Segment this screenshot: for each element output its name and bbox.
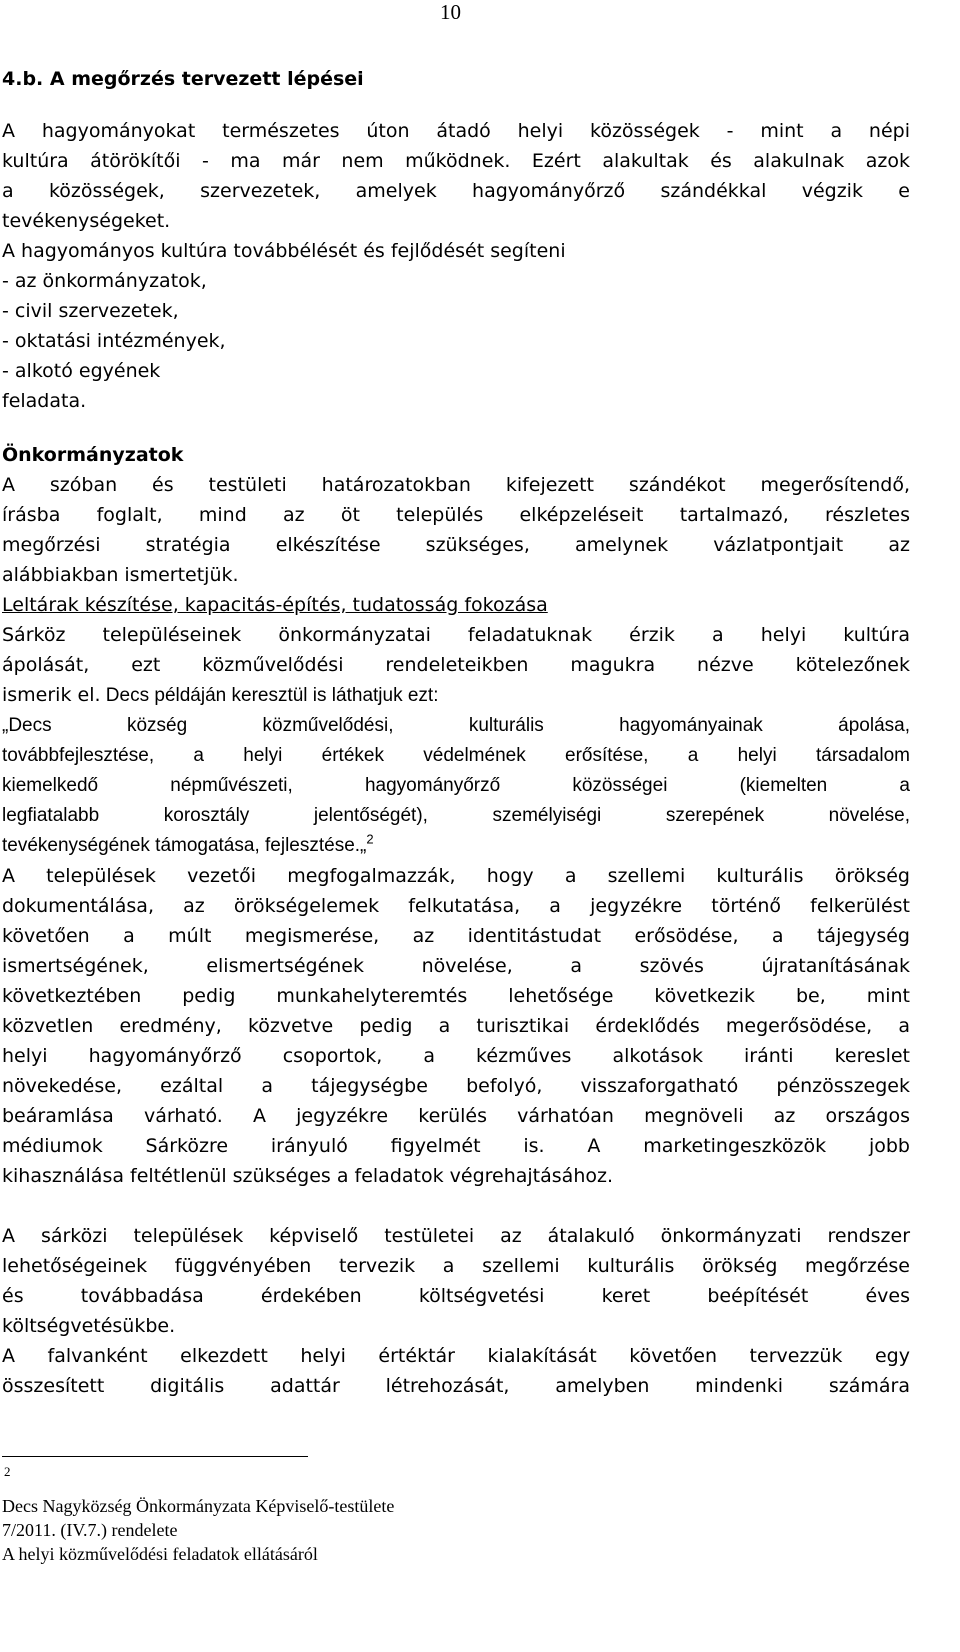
list-item: - az önkormányzatok, <box>2 270 207 292</box>
text-line: A falvanként elkezdett helyi értéktár kialakítását követően tervezzük egy <box>2 1345 910 1367</box>
list-end: feladata. <box>2 390 87 412</box>
footnote-line: A helyi közművelődési feladatok ellátásáról <box>2 1544 318 1564</box>
list-item: - civil szervezetek, <box>2 300 179 322</box>
paragraph-gap <box>2 416 910 440</box>
text-line: alábbiakban ismertetjük. <box>2 564 239 586</box>
underlined-heading: Leltárak készítése, kapacitás-építés, tudatosság fokozása <box>2 594 548 616</box>
text-line: és továbbadása érdekében költségvetési keret beépítését éves <box>2 1285 910 1307</box>
paragraph-gap <box>2 1191 910 1221</box>
page-number: 10 <box>440 0 461 24</box>
text-line: ismertségének, elismertségének növelése, a szövés újratanításának <box>2 955 910 977</box>
text-line: következtében pedig munkahelyteremtés lehetősége következik be, mint <box>2 985 910 1007</box>
text-line: megőrzési stratégia elkészítése szükséges, amelynek vázlatpontjait az <box>2 534 910 556</box>
subsection-title: Önkormányzatok <box>2 444 184 466</box>
quote-line: „Decs község közművelődési, kulturális hagyományainak ápolása, <box>2 715 910 736</box>
text-line: A hagyományokat természetes úton átadó helyi közösségek - mint a népi <box>2 120 910 142</box>
footnote <box>2 1494 394 1566</box>
text-line <box>2 680 910 711</box>
text-line: összesített digitális adattár létrehozását, amelyben mindenki számára <box>2 1375 910 1397</box>
text-line: követően a múlt megismerése, az identitástudat erősödése, a tájegység <box>2 925 910 947</box>
text-line: médiumok Sárközre irányuló figyelmét is. A marketingeszközök jobb <box>2 1135 910 1157</box>
text-fragment: tevékenységének támogatása, fejlesztése.„ <box>2 835 367 856</box>
text-line: kihasználása feltétlenül szükséges a feladatok végrehajtásához. <box>2 1165 613 1187</box>
document-body <box>2 64 910 1401</box>
list-item: - alkotó egyének <box>2 360 161 382</box>
footnote-line: Decs Nagyközség Önkormányzata Képviselő-testülete <box>2 1496 395 1516</box>
text-line: A települések vezetői megfogalmazzák, hogy a szellemi kulturális örökség <box>2 865 910 887</box>
text-line: A szóban és testületi határozatokban kifejezett szándékot megerősítendő, <box>2 474 910 496</box>
text-line: beáramlása várható. A jegyzékre kerülés várhatóan megnöveli az országos <box>2 1105 910 1127</box>
text-fragment: Decs példáján keresztül is láthatjuk ezt: <box>100 685 439 706</box>
text-line: dokumentálása, az örökségelemek felkutatása, a jegyzékre történő felkerülést <box>2 895 910 917</box>
text-line: lehetőségeinek függvényében tervezik a szellemi kulturális örökség megőrzése <box>2 1255 910 1277</box>
footnote-separator <box>2 1456 308 1457</box>
text-line: ápolását, ezt közművelődési rendeleteikben magukra nézve kötelezőnek <box>2 654 910 676</box>
text-line: tevékenységeket. <box>2 210 171 232</box>
text-line: közvetlen eredmény, közvetve pedig a turisztikai érdeklődés megerősödése, a <box>2 1015 910 1037</box>
section-title: 4.b. A megőrzés tervezett lépései <box>2 68 364 90</box>
text-line: költségvetésükbe. <box>2 1315 176 1337</box>
text-line: írásba foglalt, mind az öt település elképzeléseit tartalmazó, részletes <box>2 504 910 526</box>
text-fragment: ismerik el. <box>2 684 101 706</box>
list-item: - oktatási intézmények, <box>2 330 226 352</box>
text-line: helyi hagyományőrző csoportok, a kézműves alkotások iránti kereslet <box>2 1045 910 1067</box>
text-line: növekedése, ezáltal a tájegységbe befolyó, visszaforgatható pénzösszegek <box>2 1075 910 1097</box>
text-line: kultúra átörökítői - ma már nem működnek. Ezért alakultak és alakulnak azok <box>2 150 910 172</box>
quote-line: legfiatalabb korosztály jelentőségét), személyiségi szerepének növelése, <box>2 805 910 826</box>
list-intro: A hagyományos kultúra továbbélését és fejlődését segíteni <box>2 240 566 262</box>
quote-line <box>2 831 910 861</box>
footnote-line: 7/2011. (IV.7.) rendelete <box>2 1520 178 1540</box>
text-line: Sárköz településeinek önkormányzatai feladatuknak érzik a helyi kultúra <box>2 624 910 646</box>
footnote-reference[interactable]: 2 <box>366 831 374 847</box>
text-line: a közösségek, szervezetek, amelyek hagyományőrző szándékkal végzik e <box>2 180 910 202</box>
footnote-mark: 2 <box>4 1464 11 1479</box>
quote-line: továbbfejlesztése, a helyi értékek védelmének erősítése, a helyi társadalom <box>2 745 910 766</box>
text-line: A sárközi települések képviselő testületei az átalakuló önkormányzati rendszer <box>2 1225 910 1247</box>
quote-line: kiemelkedő népművészeti, hagyományőrző közösségei (kiemelten a <box>2 775 910 796</box>
